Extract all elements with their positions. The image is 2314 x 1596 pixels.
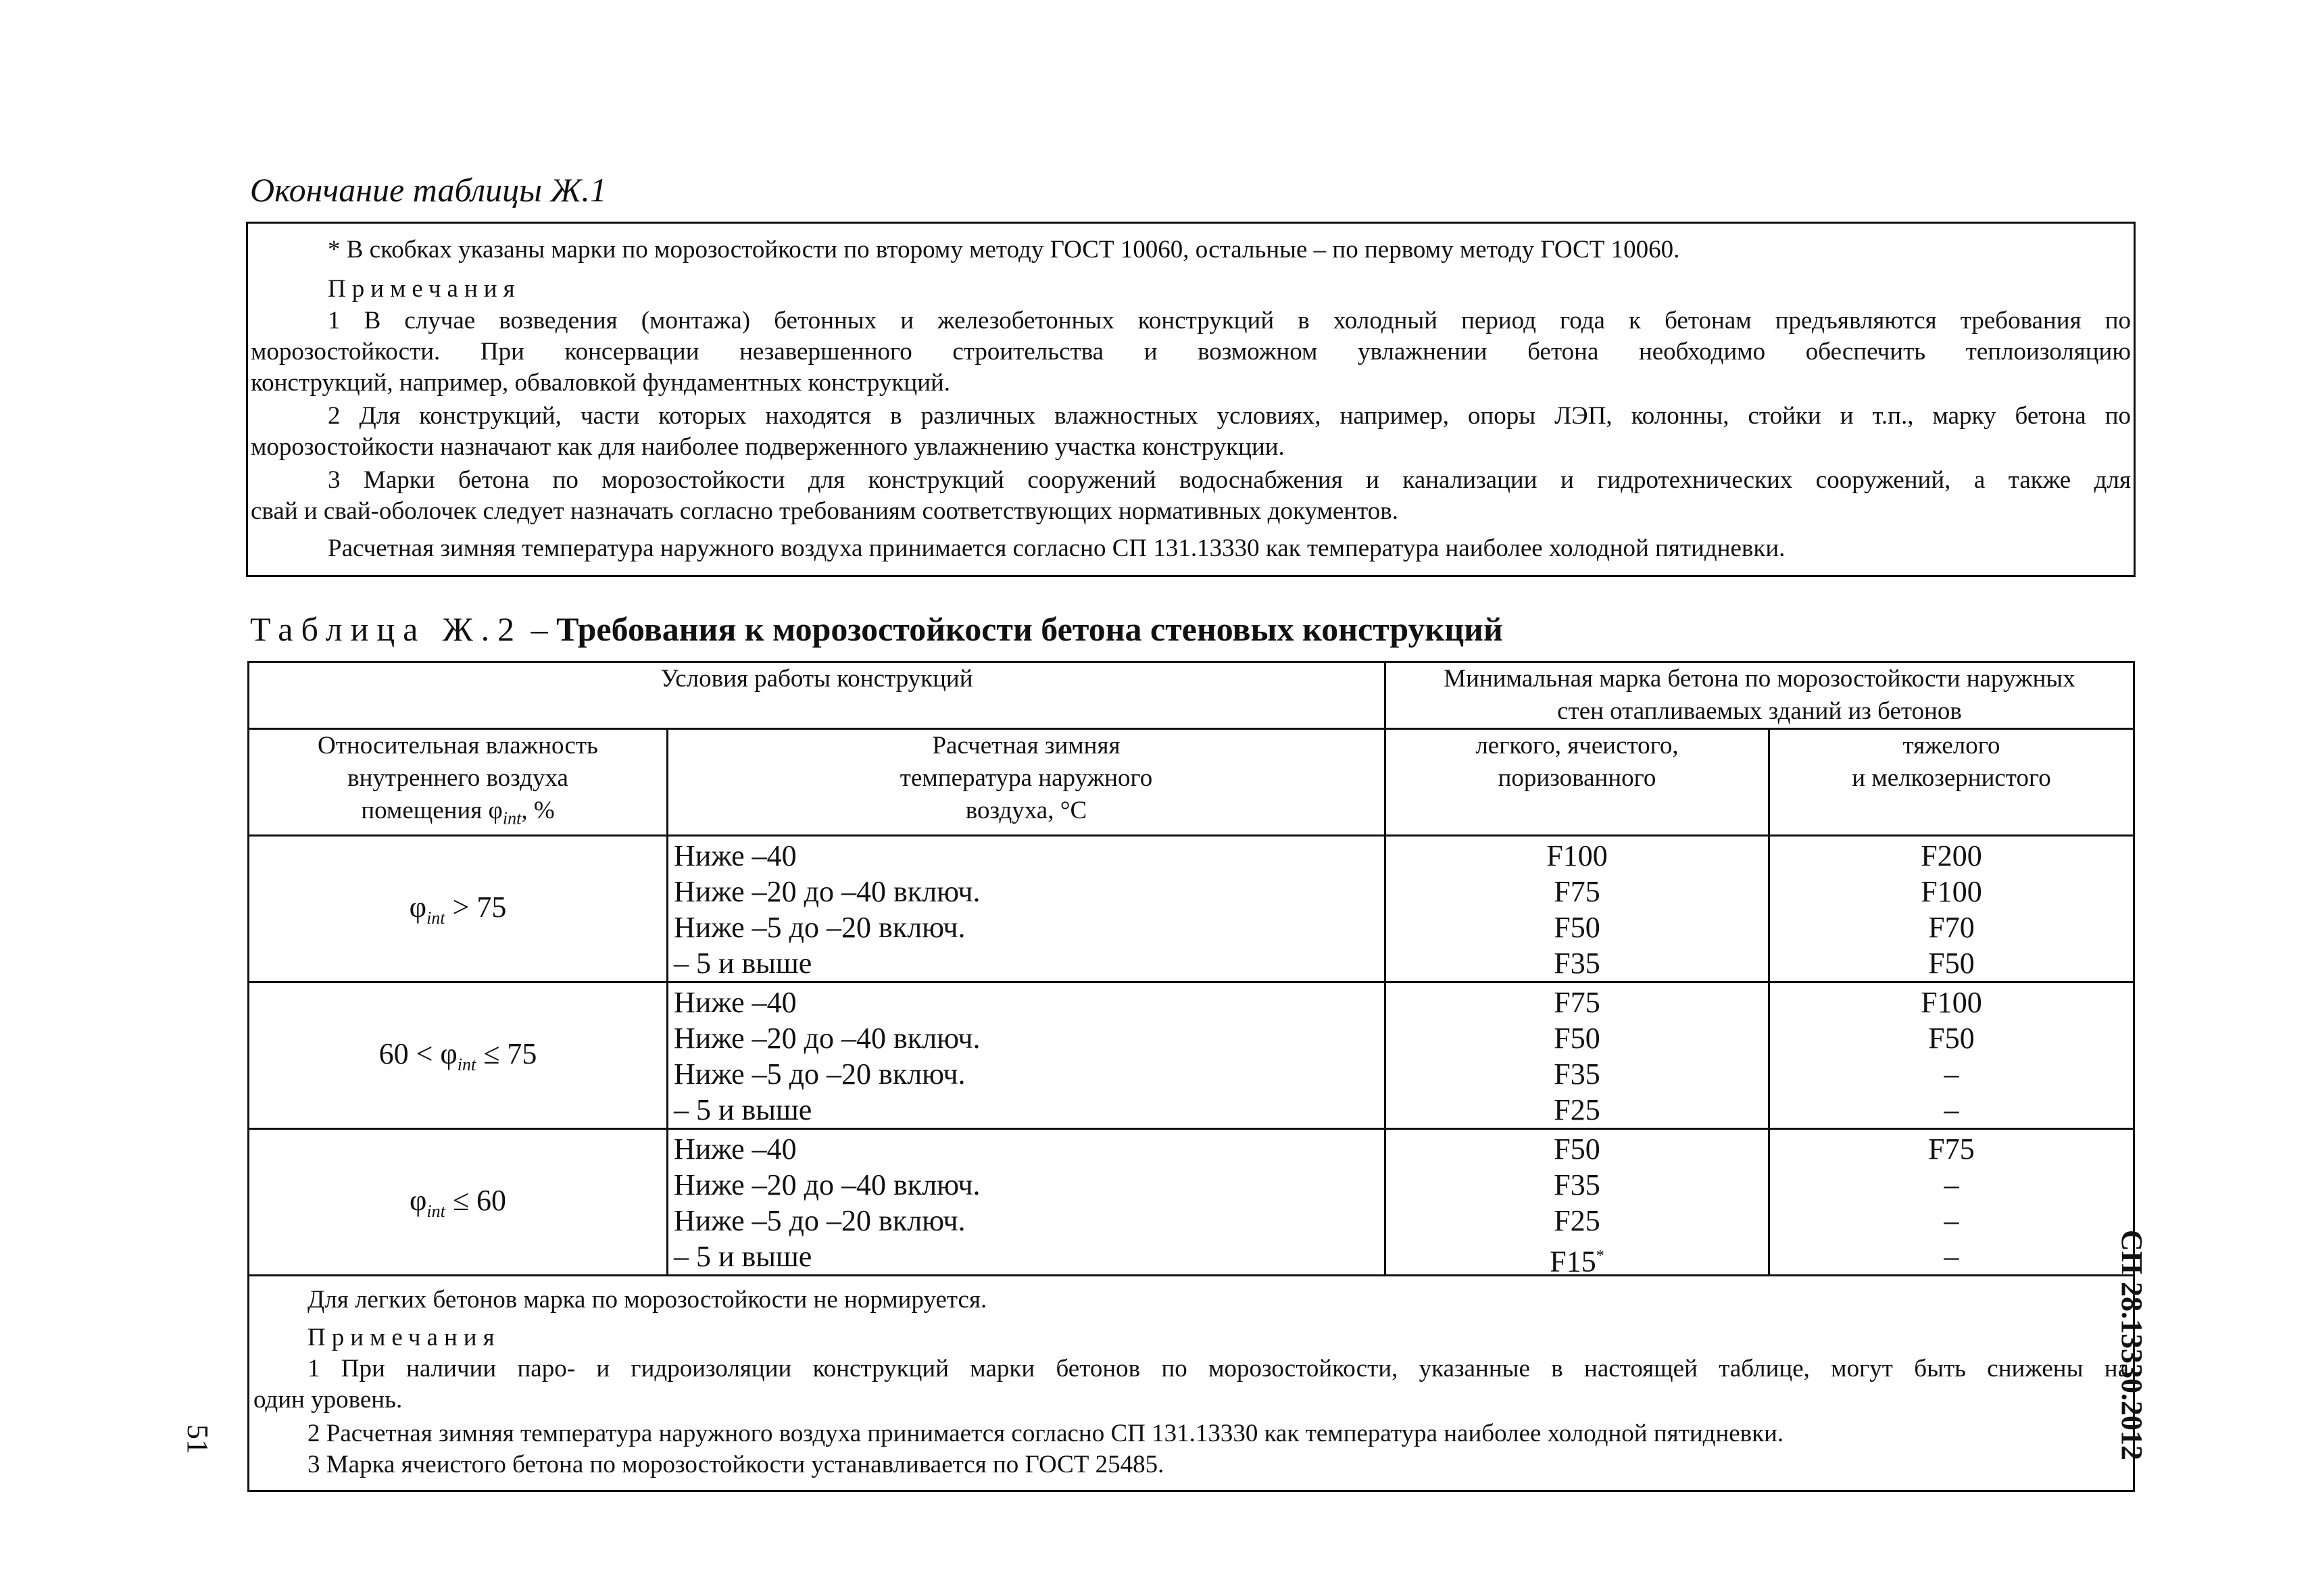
table1-note1-line2: морозостойкости. При консервации незавершенного строительства и возможном увлажнении бетона необходимо обеспечить теплоизоляцию [251,338,2131,366]
table2-label: Таблица Ж.2 [250,610,523,648]
temperature-cell [668,982,1385,1129]
condition-cell [249,982,668,1129]
condition-post: ≤ 75 [476,1037,537,1070]
table2-note2: 2 Расчетная зимняя температура наружного воздуха принимается согласно СП 131.13330 как температура наиболее холодной пятидневки. [307,1420,1784,1448]
heavy-grade-value: F100 [1921,986,1982,1020]
condition-sub: int [426,1201,445,1221]
header-humidity-post: , % [521,797,555,824]
table2 [247,661,2135,1492]
page-number: 51 [181,1424,214,1454]
temperature-value: – 5 и выше [674,1093,812,1127]
heavy-grade-cell [1769,982,2134,1129]
heavy-grade-value: F100 [1921,875,1982,909]
table1-note2-line2: морозостойкости назначают как для наиболее подверженного увлажнению участка конструкции. [251,433,1285,461]
table1-note1-line1: 1 В случае возведения (монтажа) бетонных и железобетонных конструкций в холодный период года к бетонам предъявляются требования по [328,307,2131,334]
temperature-value: Ниже –5 до –20 включ. [674,1057,966,1091]
temperature-value: Ниже –40 [674,986,797,1020]
heavy-grade-cell [1769,836,2134,982]
header-temperature-line1: Расчетная зимняя [932,732,1121,759]
light-grade-cell [1385,982,1769,1129]
heavy-grade-value: – [1944,1093,1959,1127]
header-humidity-pre: помещения φ [361,797,503,824]
light-grade-value: F50 [1554,911,1600,945]
table1-note3-line1: 3 Марки бетона по морозостойкости для конструкций сооружений водоснабжения и канализации и гидротехнических сооружений, а также для [328,466,2131,494]
heavy-grade-value: – [1944,1240,1959,1274]
condition-post: > 75 [445,890,507,924]
light-grade-value: F35 [1554,1168,1600,1202]
table2-notes-cell [249,1276,2134,1491]
header-humidity [249,729,668,836]
heavy-grade-value: – [1944,1168,1959,1202]
temperature-value: Ниже –40 [674,1132,797,1166]
condition-post: ≤ 60 [445,1183,506,1217]
header-conditions: Условия работы конструкций [249,662,1385,729]
table1-footnote: * В скобках указаны марки по морозостойкости по второму методу ГОСТ 10060, остальные – по первому методу ГОСТ 10060. [328,236,1680,264]
table2-caption [250,609,1503,649]
heavy-grade-value: F200 [1921,839,1982,873]
table1-note3-line2: свай и свай-оболочек следует назначать согласно требованиям соответствующих нормативных документов. [251,497,1398,525]
temperature-value: – 5 и выше [674,947,812,980]
table1-notes-heading: Примечания [328,275,521,303]
light-grade-value: F25 [1554,1204,1600,1238]
header-humidity-sub: int [502,808,522,828]
header-humidity-line3 [249,795,666,834]
table2-notes-heading: Примечания [307,1324,501,1352]
heavy-grade-value: F75 [1928,1132,1975,1166]
continuation-title: Окончание таблицы Ж.1 [250,171,607,209]
table1-note2-line1: 2 Для конструкций, части которых находятся в различных влажностных условиях, например, опоры ЛЭП, колонны, стойки и т.п., марку бетона по [328,402,2131,430]
header-min-grade-line2: стен отапливаемых зданий из бетонов [1557,697,1962,725]
temperature-value: – 5 и выше [674,1240,812,1274]
heavy-grade-value: F50 [1928,1022,1975,1055]
table2-note3: 3 Марка ячеистого бетона по морозостойкости устанавливается по ГОСТ 25485. [307,1451,1164,1479]
table2-title-dash: – [522,610,557,648]
header-temperature-line2: температура наружного [900,764,1153,792]
light-grade-value: F50 [1554,1132,1600,1166]
light-grade-value: F50 [1554,1022,1600,1055]
light-grade-cell [1385,1129,1769,1279]
table2-header-row-1 [249,662,2134,729]
table1-temperature-note: Расчетная зимняя температура наружного воздуха принимается согласно СП 131.13330 как температура наиболее холодной пятидневки. [328,534,1786,562]
temperature-value: Ниже –20 до –40 включ. [674,1022,981,1055]
table2-title: Требования к морозостойкости бетона стеновых конструкций [556,610,1503,648]
table2-note1-line1: 1 При наличии паро- и гидроизоляции конструкций марки бетонов по морозостойкости, указанные в настоящей таблице, могут быть снижены на [307,1355,2130,1383]
condition-cell [249,836,668,982]
table1-note1-line3: конструкций, например, обваловкой фундаментных конструкций. [251,369,951,397]
light-grade-value [1386,1239,1768,1279]
light-grade-value: F25 [1554,1093,1600,1127]
table-row [249,836,2134,982]
light-grade-value: F75 [1554,875,1600,909]
heavy-grade-value: F50 [1928,947,1975,980]
table1-notes-box [246,222,2136,577]
light-grade-last: F15 [1550,1245,1596,1279]
temperature-value: Ниже –20 до –40 включ. [674,1168,981,1202]
condition-pre: φ [409,890,427,924]
heavy-grade-value: F70 [1928,911,1975,945]
light-grade-value: F100 [1546,839,1608,873]
condition-sub: int [457,1054,476,1074]
light-grade-value: F35 [1554,1057,1600,1091]
header-min-grade-line1: Минимальная марка бетона по морозостойкости наружных [1444,665,2075,693]
header-min-grade [1385,662,2134,729]
temperature-value: Ниже –5 до –20 включ. [674,1204,966,1238]
heavy-grade-value: – [1944,1204,1959,1238]
temperature-value: Ниже –40 [674,839,797,873]
table2-note1-line2: один уровень. [253,1386,403,1414]
table-row [249,1129,2134,1276]
table-row [249,982,2134,1129]
temperature-value: Ниже –5 до –20 включ. [674,911,966,945]
header-heavy-line1: тяжелого [1902,732,2000,759]
light-grade-cell [1385,836,1769,982]
header-light-line1: легкого, ячеистого, [1475,732,1679,759]
header-humidity-line2: внутреннего воздуха [347,764,568,792]
table2-footnote: Для легких бетонов марка по морозостойкости не нормируется. [307,1286,987,1314]
header-light-concrete [1385,729,1769,836]
condition-sub: int [426,907,445,928]
light-grade-value: F35 [1554,947,1600,980]
header-temperature [668,729,1385,836]
heavy-grade-value: – [1944,1057,1959,1091]
table2-notes-row [249,1276,2134,1491]
temperature-value: Ниже –20 до –40 включ. [674,875,981,909]
header-humidity-line1: Относительная влажность [318,732,598,759]
condition-cell [249,1129,668,1276]
header-heavy-concrete [1769,729,2134,836]
footnote-asterisk: * [1596,1247,1604,1266]
header-heavy-line2: и мелкозернистого [1852,764,2051,792]
temperature-cell [668,836,1385,982]
heavy-grade-cell [1769,1129,2134,1276]
condition-pre: φ [409,1183,427,1217]
header-temperature-line3: воздуха, °С [965,797,1087,824]
header-light-line2: поризованного [1498,764,1656,792]
light-grade-value: F75 [1554,986,1600,1020]
temperature-cell [668,1129,1385,1276]
condition-pre: 60 < φ [378,1037,458,1070]
document-code: СП 28.13330.2012 [2115,1230,2148,1460]
